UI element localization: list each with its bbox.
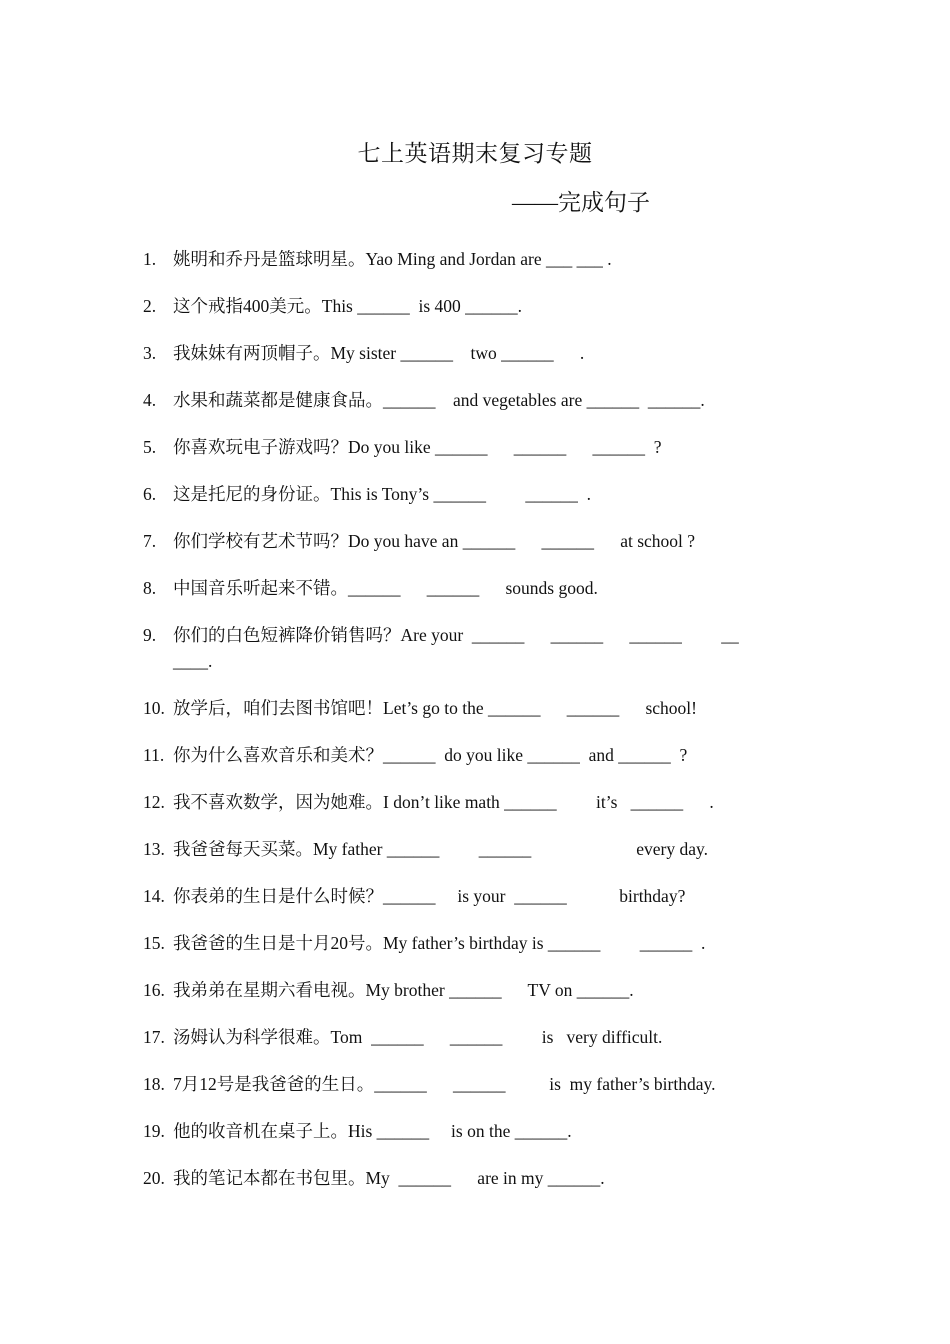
question-number: 11. [143, 745, 165, 765]
question-text: 水果和蔬菜都是健康食品。______ and vegetables are ______ ______. [173, 390, 705, 410]
question-text: 放学后，咱们去图书馆吧！Let’s go to the ______ ______ school! [173, 698, 697, 718]
question-item [143, 930, 808, 977]
question-text: 我弟弟在星期六看电视。My brother ______ TV on ______. [173, 980, 634, 1000]
question-number: 9. [143, 625, 157, 645]
question-number: 17. [143, 1027, 165, 1047]
question-item [143, 575, 808, 622]
question-list [143, 246, 808, 1212]
question-text: 他的收音机在桌子上。His ______ is on the ______. [173, 1121, 572, 1141]
question-item [143, 293, 808, 340]
question-number: 1. [143, 249, 157, 269]
question-item [143, 695, 808, 742]
question-text: 姚明和乔丹是篮球明星。Yao Ming and Jordan are ___ ___ . [173, 249, 612, 269]
question-item [143, 1118, 808, 1165]
question-number: 10. [143, 698, 165, 718]
question-item [143, 977, 808, 1024]
question-text: 你喜欢玩电子游戏吗？Do you like ______ ______ ______ ? [173, 437, 662, 457]
question-text: 我爸爸每天买菜。My father ______ ______ every day. [173, 839, 708, 859]
question-number: 6. [143, 484, 157, 504]
question-item [143, 836, 808, 883]
question-number: 5. [143, 437, 157, 457]
question-number: 14. [143, 886, 165, 906]
question-text: 我的笔记本都在书包里。My ______ are in my ______. [173, 1168, 605, 1188]
question-text: 我爸爸的生日是十月20号。My father’s birthday is ______ ______ . [173, 933, 706, 953]
question-item [143, 528, 808, 575]
question-text: 我妹妹有两顶帽子。My sister ______ two ______ . [173, 343, 585, 363]
question-number: 2. [143, 296, 157, 316]
question-item [143, 340, 808, 387]
question-number: 4. [143, 390, 157, 410]
question-text: 中国音乐听起来不错。______ ______ sounds good. [173, 578, 598, 598]
question-item [143, 1024, 808, 1071]
question-number: 16. [143, 980, 165, 1000]
question-item [143, 434, 808, 481]
question-number: 12. [143, 792, 165, 812]
question-item [143, 1165, 808, 1212]
question-number: 15. [143, 933, 165, 953]
question-item [143, 742, 808, 789]
question-text: 我不喜欢数学，因为她难。I don’t like math ______ it’s ______ . [173, 792, 714, 812]
page-subtitle: ——完成句子 [512, 190, 650, 215]
question-number: 8. [143, 578, 157, 598]
question-text: 你为什么喜欢音乐和美术？______ do you like ______ and ______ ? [173, 745, 688, 765]
question-number: 13. [143, 839, 165, 859]
question-text: 这是托尼的身份证。This is Tony’s ______ ______ . [173, 484, 591, 504]
question-text-continuation: ____. [173, 651, 213, 671]
question-item [143, 1071, 808, 1118]
question-text: 7月12号是我爸爸的生日。______ ______ is my father’s birthday. [173, 1074, 716, 1094]
question-number: 19. [143, 1121, 165, 1141]
question-item [143, 789, 808, 836]
question-number: 18. [143, 1074, 165, 1094]
question-text: 汤姆认为科学很难。Tom ______ ______ is very difficult. [173, 1027, 663, 1047]
question-text: 你们学校有艺术节吗？Do you have an ______ ______ at school ? [173, 531, 696, 551]
page-title: 七上英语期末复习专题 [357, 141, 593, 166]
question-item [143, 387, 808, 434]
question-number: 3. [143, 343, 157, 363]
question-text: 你表弟的生日是什么时候？______ is your ______ birthday? [173, 886, 686, 906]
question-item [143, 622, 808, 695]
question-item [143, 883, 808, 930]
question-text: 你们的白色短裤降价销售吗？Are your ______ ______ ______ __ [173, 625, 739, 645]
question-item [143, 246, 808, 293]
question-number: 7. [143, 531, 157, 551]
question-item [143, 481, 808, 528]
question-text: 这个戒指400美元。This ______ is 400 ______. [173, 296, 523, 316]
question-number: 20. [143, 1168, 165, 1188]
